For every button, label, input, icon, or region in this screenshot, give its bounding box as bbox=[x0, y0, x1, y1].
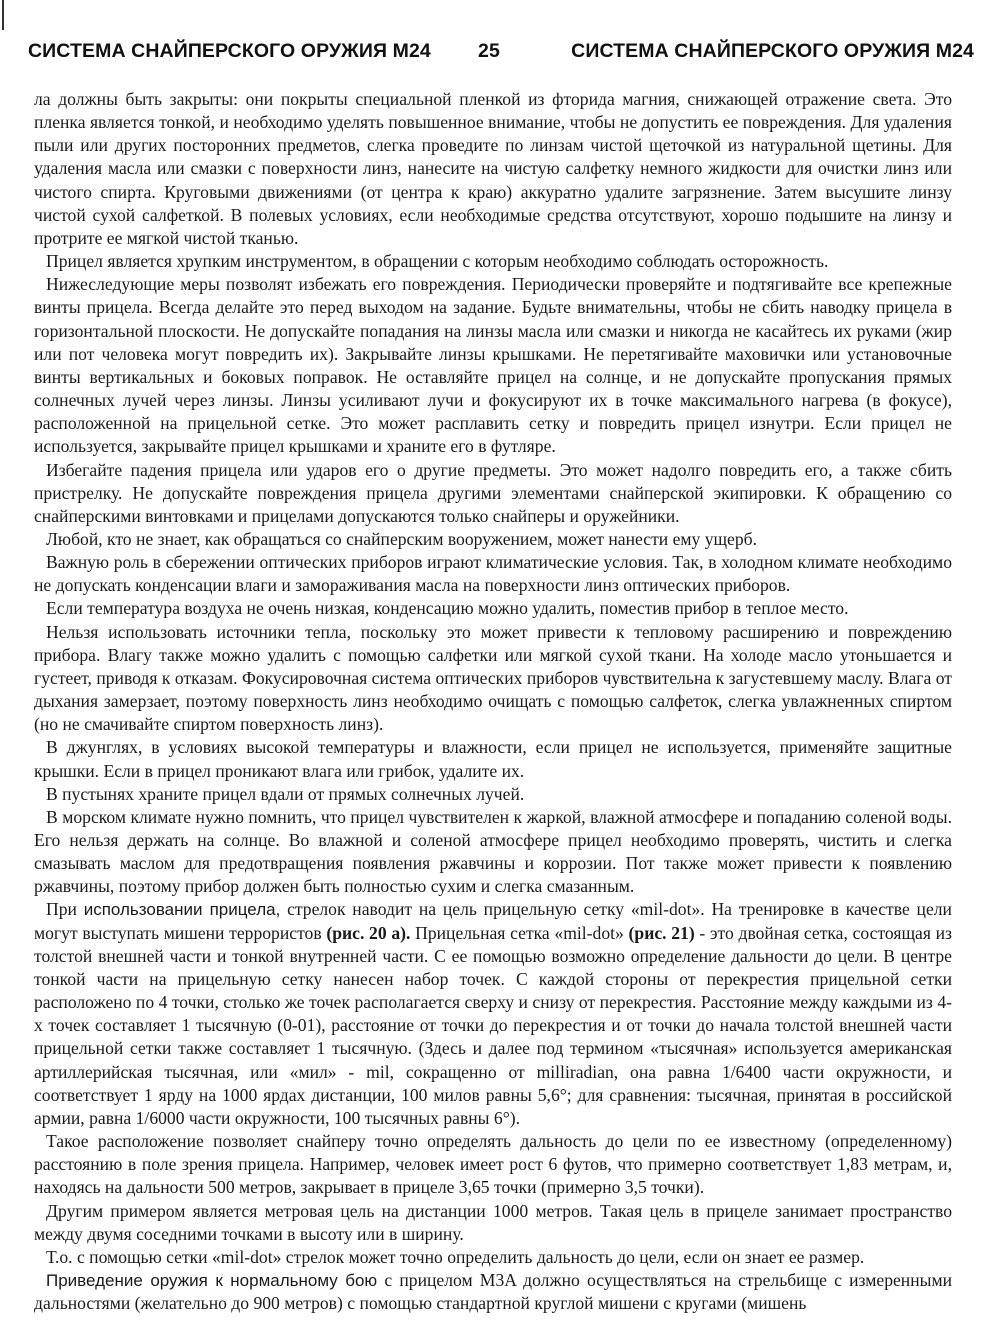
paragraph-range-estimation: Такое расположение позволяет снайперу точно определять дальность до цели по ее известному (определенному) расстоянию в поле зрения прицела. Например, человек имеет рост 6 футов, что примерно соответствует 1,83 метрам, и, находясь на дальности 500 метров, закрывает в прицеле 3,65 точки (примерно 3,5 точки). bbox=[34, 1131, 952, 1198]
paragraph-climate: Важную роль в сбережении оптических приборов играют климатические условия. Так, в холодном климате необходимо не допускать конденсации влаги и замораживания масла на поверхности линз оптических приборов. bbox=[34, 552, 952, 596]
paragraph-fragile-instrument: Прицел является хрупким инструментом, в обращении с которым необходимо соблюдать осторожность. bbox=[46, 251, 829, 272]
paragraph-cold-climate: Нельзя использовать источники тепла, поскольку это может привести к тепловому расширению и повреждению прибора. Влагу также можно удалить с помощью салфетки или мягкой сухой ткани. На холоде масло утоньшается и густеет, приводя к отказам. Фокусировочная система оптических приборов чувствительна к загустевшему маслу. Влага от дыхания замерзает, поэтому поверхность линз необходимо очищать с помощью салфеток, слегка увлажненных спиртом (но не смачивайте спиртом поверхность линз). bbox=[34, 621, 952, 735]
scope-lead-in: При bbox=[46, 899, 84, 920]
zeroing-text: с прицелом M3A должно осуществляться на стрельбище с измеренными дальностями (желательно до 900 метров) с помощью стандартной круглой мишени с кругами (мишень bbox=[34, 1269, 953, 1314]
page-number: 25 bbox=[478, 40, 500, 62]
scope-usage-heading: использовании прицела, bbox=[83, 900, 281, 920]
paragraph-desert: В пустынях храните прицел вдали от прямых солнечных лучей. bbox=[46, 783, 525, 804]
running-header bbox=[28, 40, 974, 70]
figure-reference-21: (рис. 21) bbox=[628, 922, 695, 943]
header-title-left: СИСТЕМА СНАЙПЕРСКОГО ОРУЖИЯ М24 bbox=[28, 40, 431, 62]
zeroing-heading: Приведение оружия к нормальному бою bbox=[46, 1270, 378, 1290]
figure-reference-20a: (рис. 20 а). bbox=[326, 922, 411, 943]
paragraph-protective-measures: Нижеследующие меры позволят избежать его повреждения. Периодически проверяйте и подтягивайте все крепежные винты прицела. Всегда делайте это перед выходом на задание. Будьте внимательны, чтобы не сбить наводку прицела в горизонтальной плоскости. Не допускайте попадания на линзы масла или смазки и никогда не касайтесь их руками (жир или пот человека могут повредить их). Закрывайте линзы крышками. Не перетягивайте маховички или установочные винты вертикальных и боковых поправок. Не оставляйте прицел на солнце, и не допускайте пропускания прямых солнечных лучей через линзы. Линзы усиливают лучи и фокусируют их в точке максимального нагрева (в фокусе), расположенной на прицельной сетке. Это может расплавить сетку и повредить прицел изнутри. Если прицел не используется, закрывайте прицел крышками и храните его в футляре. bbox=[34, 274, 952, 457]
paragraph-untrained-users: Любой, кто не знает, как обращаться со снайперским вооружением, может нанести ему ущерб. bbox=[46, 528, 758, 549]
paragraph-mil-dot-reticle bbox=[34, 898, 952, 1130]
paragraph-jungle: В джунглях, в условиях высокой температуры и влажности, если прицел не используется, применяйте защитные крышки. Если в прицел проникают влага или грибок, удалите их. bbox=[34, 737, 952, 781]
header-title-right: СИСТЕМА СНАЙПЕРСКОГО ОРУЖИЯ М24 bbox=[571, 40, 974, 62]
scope-text-3: - это двойная сетка, состоящая из толстой внешней части и тонкой внутренней части. С ее помощью возможно определение дальности до цели. В центре тонкой части на прицельную сетку нанесен набор точек. С каждой стороны от перекрестия прицельной сетки расположено по 4 точки, столько же точек располагается сверху и снизу от перекрестия. Расстояние между каждыми из 4-х точек составляет 1 тысячную (0-01), расстояние от точки до перекрестия и от точки до начала толстой внешней части прицельной сетки также составляет 1 тысячную. (Здесь и далее под термином «тысячная» используется американская артиллерийская тысячная, или «мил» - mil, сокращенно от milliradian, она равна 1/6400 части окружности, и соответствует 1 ярду на 1000 ярдах дистанции, 100 милов равны 5,6°; для сравнения: тысячная, принятая в российской армии, равна 1/6000 части окружности, 100 тысячных равны 6°). bbox=[34, 922, 952, 1128]
paragraph-lens-cleaning: ла должны быть закрыты: они покрыты специальной пленкой из фторида магния, снижающей отражение света. Это пленка является тонкой, и необходимо уделять повышенное внимание, чтобы не допустить ее повреждения. Для удаления пыли или других посторонних предметов, слегка проведите по линзам чистой щеточкой из натуральной щетины. Для удаления масла или смазки с поверхности линз, нанесите на чистую салфетку немного жидкости для очистки линз или чистого спирта. Круговыми движениями (от центра к краю) аккуратно удалите загрязнение. Затем высушите линзу чистой сухой салфеткой. В полевых условиях, если необходимые средства отсутствуют, хорошо подышите на линзу и протрите ее мягкой чистой тканью. bbox=[34, 89, 952, 248]
scope-text-1: стрелок наводит на цель прицельную сетку «mil-dot». На тренировке в качестве цели могут выступать мишени террористов bbox=[34, 899, 952, 943]
paragraph-maritime: В морском климате нужно помнить, что прицел чувствителен к жаркой, влажной атмосфере и попаданию соленой воды. Его нельзя держать на солнце. Во влажной и соленой атмосфере прицел необходимо проверять, чистить и слегка смазывать маслом для предотвращения появления ржавчины и коррозии. Пот также может привести к появлению ржавчины, поэтому прибор должен быть полностью сухим и слегка смазанным. bbox=[34, 806, 952, 897]
scan-margin-mark bbox=[2, 0, 4, 30]
scope-text-2: Прицельная сетка «mil-dot» bbox=[410, 922, 629, 943]
paragraph-avoid-impacts: Избегайте падения прицела или ударов его о другие предметы. Это может надолго повредить его, а также сбить пристрелку. Не допускайте повреждения прицела другими элементами снайперской экипировки. К обращению со снайперскими винтовками и прицелами допускаются только снайперы и оружейники. bbox=[34, 459, 952, 526]
paragraph-summary: Т.о. с помощью сетки «mil-dot» стрелок может точно определить дальность до цели, если он знает ее размер. bbox=[46, 1246, 865, 1267]
paragraph-zeroing bbox=[34, 1269, 952, 1315]
body-text bbox=[34, 88, 952, 1315]
paragraph-meter-target: Другим примером является метровая цель на дистанции 1000 метров. Такая цель в прицеле занимает пространство между двумя соседними точками в высоту или в ширину. bbox=[34, 1200, 952, 1244]
paragraph-condensation: Если температура воздуха не очень низкая, конденсацию можно удалить, поместив прибор в теплое место. bbox=[46, 598, 849, 619]
